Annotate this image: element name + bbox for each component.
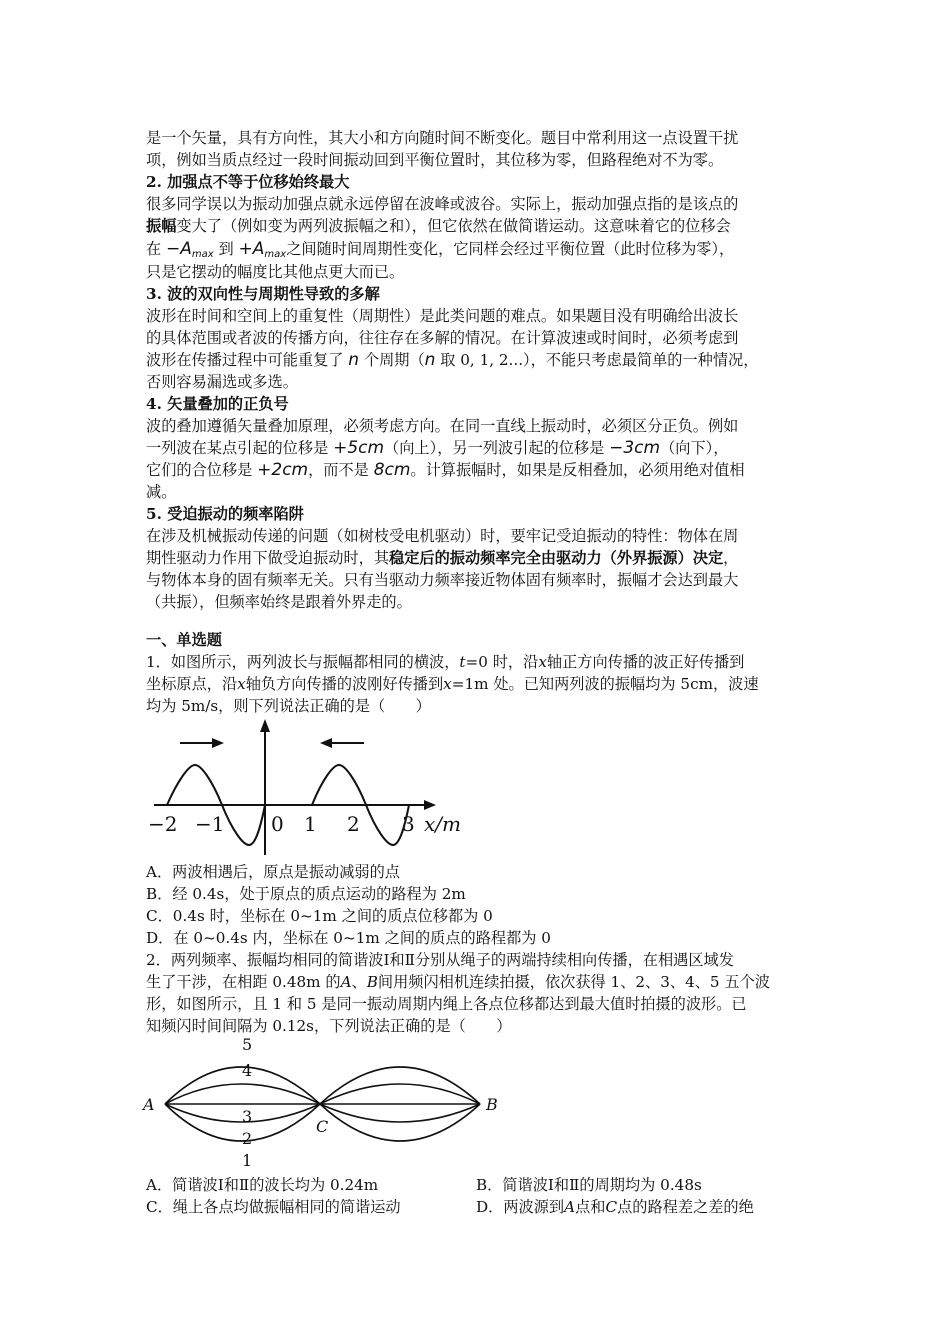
- text: 波形在传播过程中可能重复了: [146, 351, 344, 369]
- tick-label: 3: [402, 812, 415, 836]
- waveform-label: 1: [242, 1151, 253, 1170]
- question-1-option-c[interactable]: C．0.4s 时，坐标在 0~1m 之间的质点位移都为 0: [146, 907, 493, 925]
- text: ，: [723, 549, 739, 567]
- section-2-line-1: 很多同学误以为振动加强点就永远停留在波峰或波谷。实际上，振动加强点指的是该点的: [146, 195, 739, 213]
- text: 点和: [575, 1198, 606, 1216]
- intro-line-2: 项，例如当质点经过一段时间振动回到平衡位置时，其位移为零，但路程绝对不为零。: [146, 151, 724, 169]
- text: 变大了（例如变为两列波振幅之和），但它依然在做简谐运动。这意味着它的位移会: [176, 217, 731, 235]
- math-plus-amax: $+A_{max}$: [238, 239, 287, 260]
- text: 一列波在某点引起的位移是: [146, 439, 329, 457]
- waveform-label: 4: [242, 1061, 253, 1080]
- question-2-option-b[interactable]: B．简谐波Ⅰ和Ⅱ的周期均为 0.48s: [476, 1176, 702, 1194]
- section-4-line-1: 波的叠加遵循矢量叠加原理，必须考虑方向。在同一直线上振动时，必须区分正负。例如: [146, 417, 739, 435]
- question-1-line-3: 均为 5m/s，则下列说法正确的是（ ）: [146, 697, 431, 715]
- tick-label: 1: [304, 812, 317, 836]
- text: =1m 处。已知两列波的振幅均为 5cm，波速: [451, 675, 759, 693]
- section-3-line-2: 的具体范围或者波的传播方向，往往存在多解的情况。在计算波速或时间时，必须考虑到: [146, 329, 739, 347]
- x-axis-arrowhead: [424, 800, 436, 810]
- section-4-line-2: [146, 437, 728, 459]
- tick-label: 2: [347, 812, 360, 836]
- section-3-line-4: 否则容易漏选或多选。: [146, 373, 298, 391]
- question-2-line-1: 2．两列频率、振幅均相同的简谐波Ⅰ和Ⅱ分别从绳子的两端持续相向传播，在相遇区域发: [146, 951, 734, 969]
- text: ，而不是: [308, 461, 369, 479]
- question-2-option-a[interactable]: A．简谐波Ⅰ和Ⅱ的波长均为 0.24m: [146, 1176, 379, 1194]
- section-3-line-1: 波形在时间和空间上的重复性（周期性）是此类问题的难点。如果题目没有明确给出波长: [146, 307, 739, 325]
- math-value: +2cm: [257, 460, 309, 480]
- left-arrow-head: [320, 738, 332, 748]
- point-b-label: B: [486, 1095, 498, 1114]
- var-t: t: [459, 653, 466, 671]
- waveform-5: [165, 1067, 480, 1104]
- text: 在: [146, 240, 162, 258]
- section-4-line-4: 减。: [146, 483, 177, 501]
- text: 到: [218, 240, 234, 258]
- point-c: C: [605, 1198, 618, 1216]
- question-2-line-4: 知频闪时间间隔为 0.12s，下列说法正确的是（ ）: [146, 1017, 512, 1035]
- text: （向上），另一列波引起的位移是: [384, 439, 605, 457]
- section-4-heading: 4. 矢量叠加的正负号: [146, 395, 289, 413]
- var-x: x: [443, 675, 452, 693]
- text: 1．如图所示，两列波长与振幅都相同的横波，: [146, 653, 460, 671]
- question-1-option-b[interactable]: B．经 0.4s，处于原点的质点运动的路程为 2m: [146, 885, 466, 903]
- math-n: n: [348, 350, 360, 370]
- text: 坐标原点，沿: [146, 675, 238, 693]
- var-x: x: [237, 675, 246, 693]
- section-5-line-4: （共振），但频率始终是跟着外界走的。: [146, 593, 412, 611]
- waveform-label: 2: [242, 1129, 253, 1148]
- standing-wave-figure: [140, 1034, 500, 1174]
- text: 生了干涉，在相距 0.48m 的: [146, 973, 341, 991]
- part-1-heading: 一、单选题: [146, 631, 222, 649]
- question-2-option-c[interactable]: C．绳上各点均做振幅相同的简谐运动: [146, 1198, 401, 1216]
- section-5-line-3: 与物体本身的固有频率无关。只有当驱动力频率接近物体固有频率时，振幅才会达到最大: [146, 571, 739, 589]
- point-a-label: A: [143, 1095, 155, 1114]
- section-2-line-4: 只是它摆动的幅度比其他点更大而已。: [146, 263, 405, 281]
- question-1-line-2: [146, 673, 759, 695]
- section-5-line-1: 在涉及机械振动传递的问题（如树枝受电机驱动）时，要牢记受迫振动的特性：物体在周: [146, 527, 739, 545]
- text: =0 时，沿: [465, 653, 539, 671]
- text: 轴正方向传播的波正好传播到: [546, 653, 745, 671]
- y-axis-arrowhead: [260, 719, 270, 732]
- text: 、: [351, 973, 367, 991]
- math-n: n: [424, 350, 436, 370]
- point-c-label: C: [316, 1117, 329, 1136]
- section-2-heading: 2. 加强点不等于位移始终最大: [146, 173, 350, 191]
- math-minus-amax: $-A_{max}$: [166, 239, 214, 260]
- section-4-line-3: [146, 459, 745, 481]
- math-value: −3cm: [609, 438, 661, 458]
- var-x: x: [538, 653, 547, 671]
- question-2-line-2: [146, 971, 770, 993]
- section-2-line-2: [146, 215, 731, 237]
- section-3-line-3: [146, 349, 758, 371]
- text: 取 0, 1, 2...），不能只考虑最简单的一种情况，: [440, 351, 759, 369]
- text: 个周期（: [363, 351, 425, 369]
- text: D．两波源到: [476, 1198, 565, 1216]
- text: 它们的合位移是: [146, 461, 253, 479]
- waveform-label: 5: [242, 1035, 253, 1054]
- point-a: A: [564, 1198, 576, 1216]
- question-1-line-1: [146, 651, 744, 673]
- text: 之间随时间周期性变化，它同样会经过平衡位置（此时位移为零），: [286, 240, 735, 258]
- bold-term: 振幅: [146, 217, 177, 235]
- section-5-heading: 5. 受迫振动的频率陷阱: [146, 505, 304, 523]
- tick-label: −1: [195, 812, 225, 836]
- point-b: B: [366, 973, 378, 991]
- waveform-label: 3: [242, 1107, 253, 1126]
- right-arrow-head: [212, 738, 224, 748]
- text: 期性驱动力作用下做受迫振动时，其: [146, 549, 389, 567]
- axis-label: x/m: [424, 812, 461, 836]
- question-2-option-d[interactable]: [476, 1196, 754, 1218]
- question-1-option-d[interactable]: D．在 0~0.4s 内，坐标在 0~1m 之间的质点的路程都为 0: [146, 929, 551, 947]
- point-a: A: [340, 973, 352, 991]
- text: （向下），: [660, 439, 729, 457]
- bold-term: 稳定后的振动频率完全由驱动力（外界振源）决定: [389, 549, 724, 567]
- tick-label: 0: [271, 812, 284, 836]
- section-5-line-2: [146, 547, 738, 569]
- question-2-line-3: 形，如图所示，且 1 和 5 是同一振动周期内绳上各点位移都达到最大值时拍摄的波形。已: [146, 995, 747, 1013]
- math-value: +5cm: [333, 438, 385, 458]
- text: 。计算振幅时，如果是反相叠加，必须用绝对值相: [410, 461, 745, 479]
- math-value: 8cm: [373, 460, 411, 480]
- question-1-option-a[interactable]: A．两波相遇后，原点是振动减弱的点: [146, 863, 400, 881]
- wave-figure-1: [140, 715, 470, 855]
- text: 间用频闪相机连续拍摄，依次获得 1、2、3、4、5 五个波: [377, 973, 770, 991]
- text: 点的路程差之差的绝: [617, 1198, 754, 1216]
- tick-label: −2: [148, 812, 178, 836]
- section-3-heading: 3. 波的双向性与周期性导致的多解: [146, 285, 380, 303]
- text: 轴负方向传播的波刚好传播到: [245, 675, 444, 693]
- intro-line-1: 是一个矢量，具有方向性，其大小和方向随时间不断变化。题目中常利用这一点设置干扰: [146, 129, 739, 147]
